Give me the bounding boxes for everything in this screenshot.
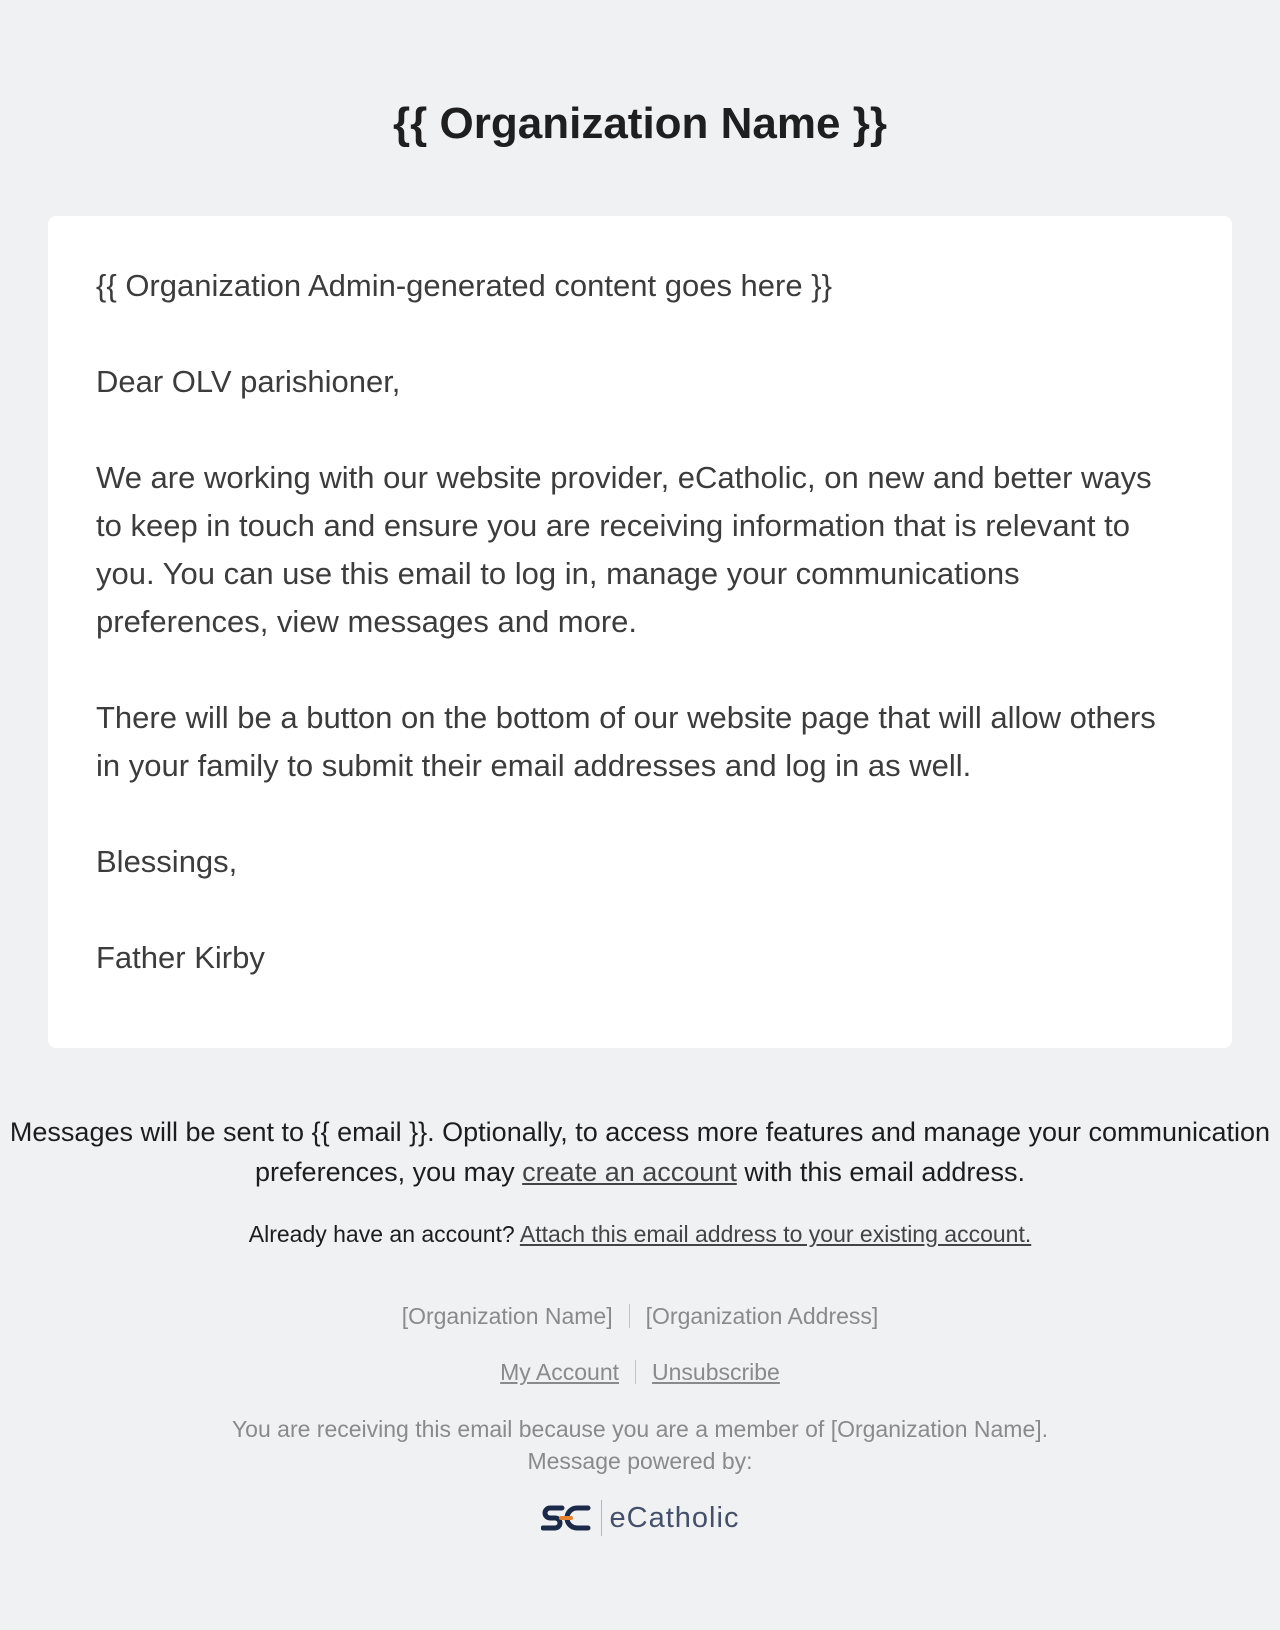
closing: Blessings, — [96, 844, 238, 879]
message-paragraph-1: We are working with our website provider, eCatholic, on new and better ways to keep in touch and ensure you are receiving information that is relevant to you. You can use this email to log in, manage your communications preferences, view messages and more. — [96, 460, 1152, 639]
unsubscribe-link[interactable]: Unsubscribe — [652, 1359, 780, 1385]
greeting: Dear OLV parishioner, — [96, 364, 401, 399]
powered-by-text: Message powered by: — [527, 1448, 753, 1474]
ecatholic-mark-icon — [541, 1501, 591, 1535]
email-notice — [0, 1112, 1280, 1192]
notice-text-before: Messages will be sent to {{ email }}. Optionally, to access more features and manage your communication preferences, you may — [9, 1117, 1271, 1187]
logo-text: eCatholic — [609, 1502, 740, 1534]
my-account-link[interactable]: My Account — [500, 1359, 620, 1385]
organization-address: [Organization Address] — [645, 1303, 879, 1329]
existing-account-notice — [0, 1219, 1280, 1249]
signature: Father Kirby — [96, 940, 265, 975]
create-account-link[interactable]: create an account — [522, 1157, 737, 1187]
notice-text-after: with this email address. — [736, 1157, 1025, 1187]
organization-info — [0, 1301, 1280, 1331]
page-title: {{ Organization Name }} — [393, 99, 887, 148]
membership-notice — [0, 1413, 1280, 1477]
logo-divider — [601, 1500, 602, 1536]
receiving-text: You are receiving this email because you are a member of [Organization Name]. — [231, 1416, 1049, 1442]
divider — [635, 1360, 636, 1384]
footer-links — [0, 1357, 1280, 1387]
organization-name: [Organization Name] — [401, 1303, 613, 1329]
attach-email-link[interactable]: Attach this email address to your existing account. — [519, 1221, 1032, 1247]
divider — [629, 1304, 630, 1328]
admin-content-placeholder: {{ Organization Admin-generated content goes here }} — [96, 268, 832, 303]
message-paragraph-2: There will be a button on the bottom of our website page that will allow others in your family to submit their email addresses and log in as well. — [96, 700, 1156, 783]
ecatholic-logo — [0, 1496, 1280, 1540]
already-text: Already have an account? — [248, 1221, 520, 1247]
message-card — [48, 216, 1232, 1048]
